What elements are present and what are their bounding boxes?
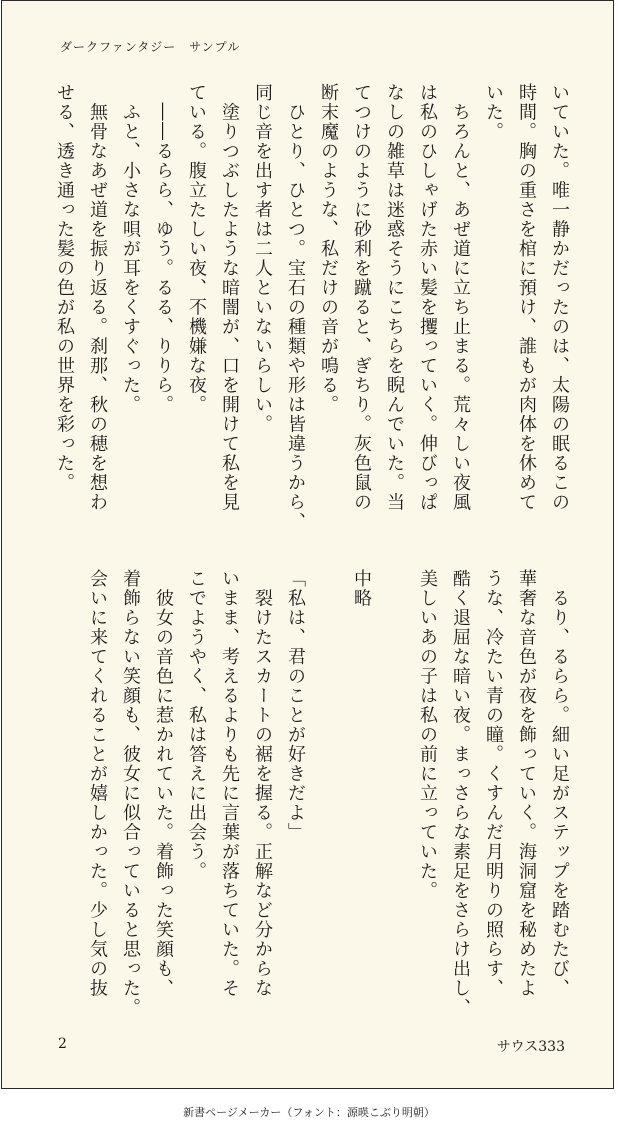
upper-text-block	[47, 83, 576, 543]
lower-text-block	[47, 569, 576, 1019]
text-column: 時間。胸の重さを棺に預け、誰もが肉体を休めて	[516, 83, 537, 512]
text-column: なしの雑草は迷惑そうにこちらを睨んでいた。当	[384, 83, 405, 512]
text-column: てつけのように砂利を蹴ると、ぎちり。灰色鼠の	[351, 83, 372, 512]
text-column: 同じ音を出す者は二人といないらしい。	[252, 83, 273, 434]
text-column: ちろんと、あぜ道に立ち止まる。荒々しい夜風	[450, 83, 471, 512]
page-number: 2	[58, 1036, 67, 1052]
text-column: 断末魔のような、私だけの音が鳴る。	[318, 83, 339, 415]
text-column: せる、透き通った髪の色が私の世界を彩った。	[54, 83, 75, 493]
text-column: 酷く退屈な暗い夜。まっさらな素足をさらけ出し、	[450, 569, 471, 1018]
text-column: ひとり、ひとつ。宝石の種類や形は皆違うから、	[285, 83, 306, 532]
text-column: は私のひしゃげた赤い髪を攫っていく。伸びっぱ	[417, 83, 438, 512]
text-column: ている。腹立たしい夜、不機嫌な夜。	[186, 83, 207, 415]
text-column: いた。	[483, 83, 504, 142]
text-column: いていた。唯一静かだったのは、太陽の眠るこの	[549, 83, 570, 512]
section-break: 中略	[351, 569, 372, 608]
text-column	[378, 569, 411, 1019]
text-column: 彼女の音色に惹かれていた。着飾った笑顔も、	[153, 569, 174, 998]
footer-caption: 新書ページメーカー（フォント：源暎こぶり明朝）	[183, 1106, 435, 1119]
text-column: ふと、小さな唄が耳をくすぐった。	[120, 83, 141, 415]
text-column: うな、冷たい青の瞳。くすんだ月明りの照らす、	[483, 569, 504, 998]
text-column: 裂けたスカートの裾を握る。正解など分からな	[252, 569, 273, 998]
text-column: 塗りつぶしたような暗闇が、口を開けて私を見	[219, 83, 240, 512]
text-column: 着飾らない笑顔も、彼女に似合っていると思った。	[120, 569, 141, 1018]
text-column: るり、るらら。細い足がステップを踏むたび、	[549, 569, 570, 998]
text-column: 華奢な音色が夜を飾っていく。海洞窟を秘めたよ	[516, 569, 537, 998]
text-column: 「私は、君のことが好きだよ」	[285, 569, 306, 842]
text-column: こでようやく、私は答えに出会う。	[186, 569, 207, 881]
text-column: いまま、考えるよりも先に言葉が落ちていた。そ	[219, 569, 240, 998]
author-name: サウス333	[496, 1039, 565, 1055]
text-column: 美しいあの子は私の前に立っていた。	[417, 569, 438, 901]
text-column: 無骨なあぜ道を振り返る。刹那、秋の穂を想わ	[87, 83, 108, 512]
book-page	[1, 0, 614, 1089]
text-column: ――るらら、ゆう。るる、りりら。	[153, 83, 174, 415]
running-header: ダークファンタジー サンプル	[60, 40, 241, 54]
text-column: 会いに来てくれることが嬉しかった。少し気の抜	[87, 569, 108, 998]
text-column	[312, 569, 345, 1019]
